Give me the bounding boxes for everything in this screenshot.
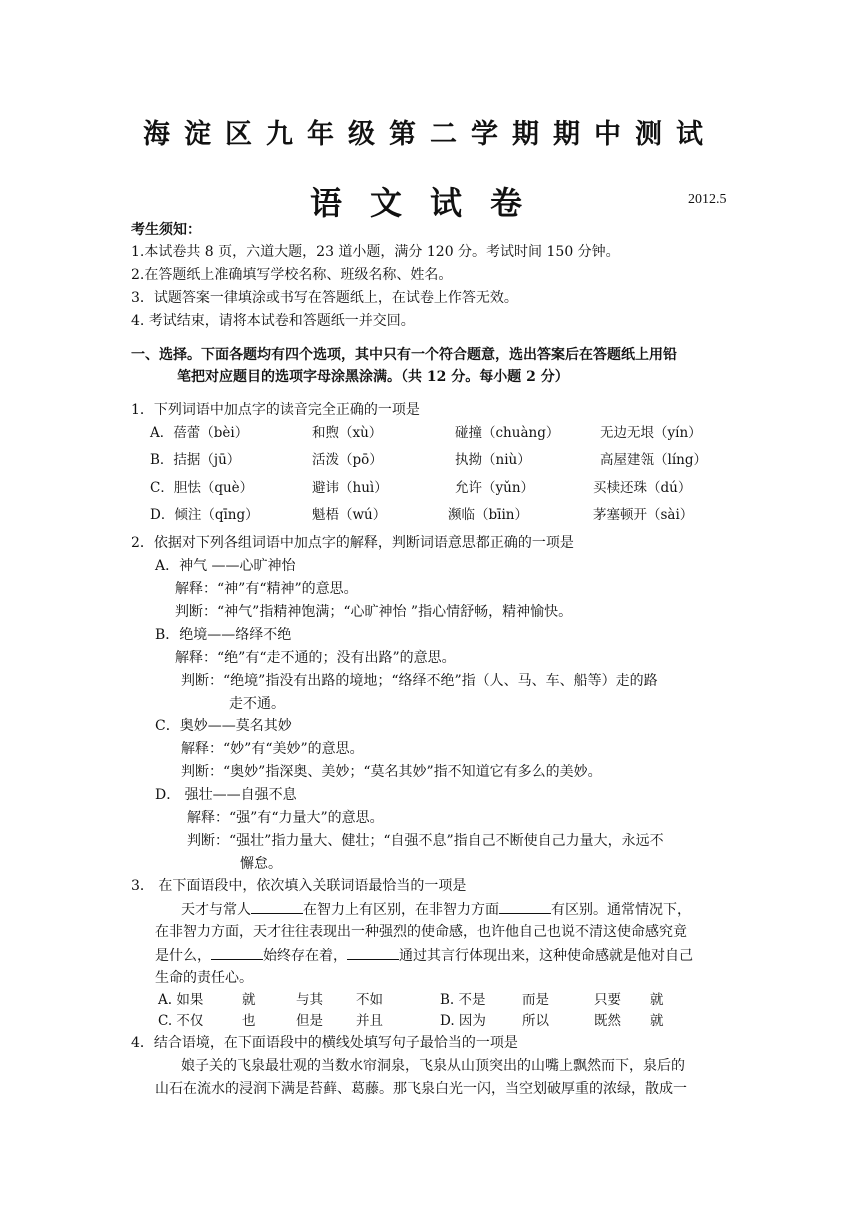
q3-blank-2[interactable] — [499, 899, 551, 914]
q3-option: C. 不仅 — [158, 1013, 204, 1029]
q2-explanation: 解释：“强”有“力量大”的意思。 — [187, 810, 384, 826]
q1-option: 执拗（niù） — [455, 452, 531, 468]
q1-option: 濒临（bīin） — [448, 507, 528, 523]
notice-item: 1.本试卷共 8 页，六道大题，23 道小题，满分 120 分。考试时间 150 分钟。 — [131, 244, 620, 260]
section-heading: 一、选择。下面各题均有四个选项，其中只有一个符合题意，选出答案后在答题纸上用铅 — [131, 347, 677, 363]
q2-judgement: 判断：“强壮”指力量大、健壮；“自强不息”指自己不断使自己力量大，永远不 — [187, 833, 664, 849]
q1-option: D．倾注（qīng） — [150, 507, 259, 523]
question-2-stem: 2．依据对下列各组词语中加点字的解释，判断词语意思都正确的一项是 — [131, 535, 574, 551]
question-1-stem: 1．下列词语中加点字的读音完全正确的一项是 — [131, 402, 420, 418]
q1-option: 和煦（xù） — [312, 425, 383, 441]
q3-option: 与其 — [296, 992, 323, 1008]
q3-option: 并且 — [356, 1013, 383, 1029]
q1-option: 碰撞（chuàng） — [455, 425, 560, 441]
q2-judgement: 判断：“神气”指精神饱满；“心旷神怡 ”指心情舒畅，精神愉快。 — [175, 604, 573, 620]
q3-text: 天才与常人 — [181, 902, 251, 918]
q2-explanation: 解释：“妙”有“美妙”的意思。 — [181, 741, 364, 757]
q3-text: 有区别。通常情况下， — [551, 902, 691, 918]
notice-item: 4. 考试结束，请将本试卷和答题纸一并交回。 — [131, 313, 415, 329]
q2-judgement: 判断：“奥妙”指深奥、美妙；“莫名其妙”指不知道它有多么的美妙。 — [181, 764, 602, 780]
q3-option: 所以 — [522, 1013, 549, 1029]
q3-option: A. 如果 — [158, 992, 204, 1008]
q3-option: 就 — [650, 1013, 664, 1029]
q2-option-a: A．神气 ——心旷神怡 — [155, 558, 296, 574]
q1-option: 避讳（huì） — [312, 480, 388, 496]
q3-paragraph-line — [155, 945, 693, 966]
q3-blank-4[interactable] — [347, 945, 399, 960]
q3-option: B. 不是 — [440, 992, 486, 1008]
q2-explanation: 解释：“绝”有“走不通的；没有出路”的意思。 — [175, 650, 456, 666]
q2-option-d: D． 强壮——自强不息 — [155, 787, 297, 803]
q3-option: 但是 — [296, 1013, 323, 1029]
q3-option: 就 — [650, 992, 664, 1008]
q3-option: 也 — [242, 1013, 256, 1029]
q1-option: 允许（yǔn） — [455, 480, 535, 496]
q2-explanation: 解释：“神”有“精神”的意思。 — [175, 581, 358, 597]
q2-option-b: B．绝境——络绎不绝 — [155, 627, 292, 643]
q3-text: 通过其言行体现出来，这种使命感就是他对自己 — [399, 948, 693, 964]
q3-option: 不如 — [356, 992, 383, 1008]
q1-option: 活泼（pō） — [312, 452, 383, 468]
q3-option: 既然 — [594, 1013, 621, 1029]
q3-option: 只要 — [594, 992, 621, 1008]
q3-option: 就 — [242, 992, 256, 1008]
q2-judgement-cont: 懈怠。 — [240, 856, 282, 872]
q1-option: 茅塞顿开（sài） — [593, 507, 694, 523]
question-3-stem: 3． 在下面语段中，依次填入关联词语最恰当的一项是 — [131, 878, 467, 894]
q3-paragraph-line — [181, 899, 691, 920]
q3-text: 始终存在着， — [263, 948, 347, 964]
q1-option: 买椟还珠（dú） — [593, 480, 692, 496]
q4-paragraph-line: 山石在流水的浸润下满是苔藓、葛藤。那飞泉白光一闪，当空划破厚重的浓绿，散成一 — [155, 1081, 687, 1097]
subject-title: 语文试卷 — [309, 184, 550, 222]
q4-paragraph-line: 娘子关的飞泉最壮观的当数水帘洞泉，飞泉从山顶突出的山嘴上飘然而下，泉后的 — [181, 1058, 685, 1074]
q3-option: 而是 — [522, 992, 549, 1008]
q1-option: A．蓓蕾（bèi） — [150, 425, 249, 441]
q1-option: 高屋建瓴（líng） — [600, 452, 707, 468]
q1-option: 魁梧（wú） — [312, 507, 387, 523]
q3-paragraph-line: 在非智力方面，天才往往表现出一种强烈的使命感，也许他自己也说不清这使命感究竟 — [155, 924, 687, 940]
q3-text: 是什么， — [155, 948, 211, 964]
notice-item: 3．试题答案一律填涂或书写在答题纸上，在试卷上作答无效。 — [131, 290, 518, 306]
question-4-stem: 4．结合语境，在下面语段中的横线处填写句子最恰当的一项是 — [131, 1035, 518, 1051]
q1-option: C．胆怯（què） — [150, 480, 254, 496]
exam-title: 海淀区九年级第二学期期中测试 — [143, 119, 717, 150]
q3-blank-3[interactable] — [211, 945, 263, 960]
q2-option-c: C．奥妙——莫名其妙 — [155, 718, 292, 734]
q3-blank-1[interactable] — [251, 899, 303, 914]
q3-option: D. 因为 — [440, 1013, 486, 1029]
notice-heading: 考生须知： — [131, 222, 201, 238]
notice-item: 2.在答题纸上准确填写学校名称、班级名称、姓名。 — [131, 267, 453, 283]
q2-judgement: 判断：“绝境”指没有出路的境地；“络绎不绝”指（人、马、车、船等）走的路 — [181, 673, 658, 689]
section-heading-cont: 笔把对应题目的选项字母涂黑涂满。（共 12 分。每小题 2 分） — [177, 369, 569, 385]
exam-date: 2012.5 — [688, 192, 727, 207]
q3-text: 在智力上有区别，在非智力方面 — [303, 902, 499, 918]
q3-paragraph-line: 生命的责任心。 — [155, 970, 253, 986]
q2-judgement-cont: 走不通。 — [229, 696, 285, 712]
q1-option: 无边无垠（yín） — [600, 425, 702, 441]
q1-option: B．拮据（jū） — [150, 452, 241, 468]
